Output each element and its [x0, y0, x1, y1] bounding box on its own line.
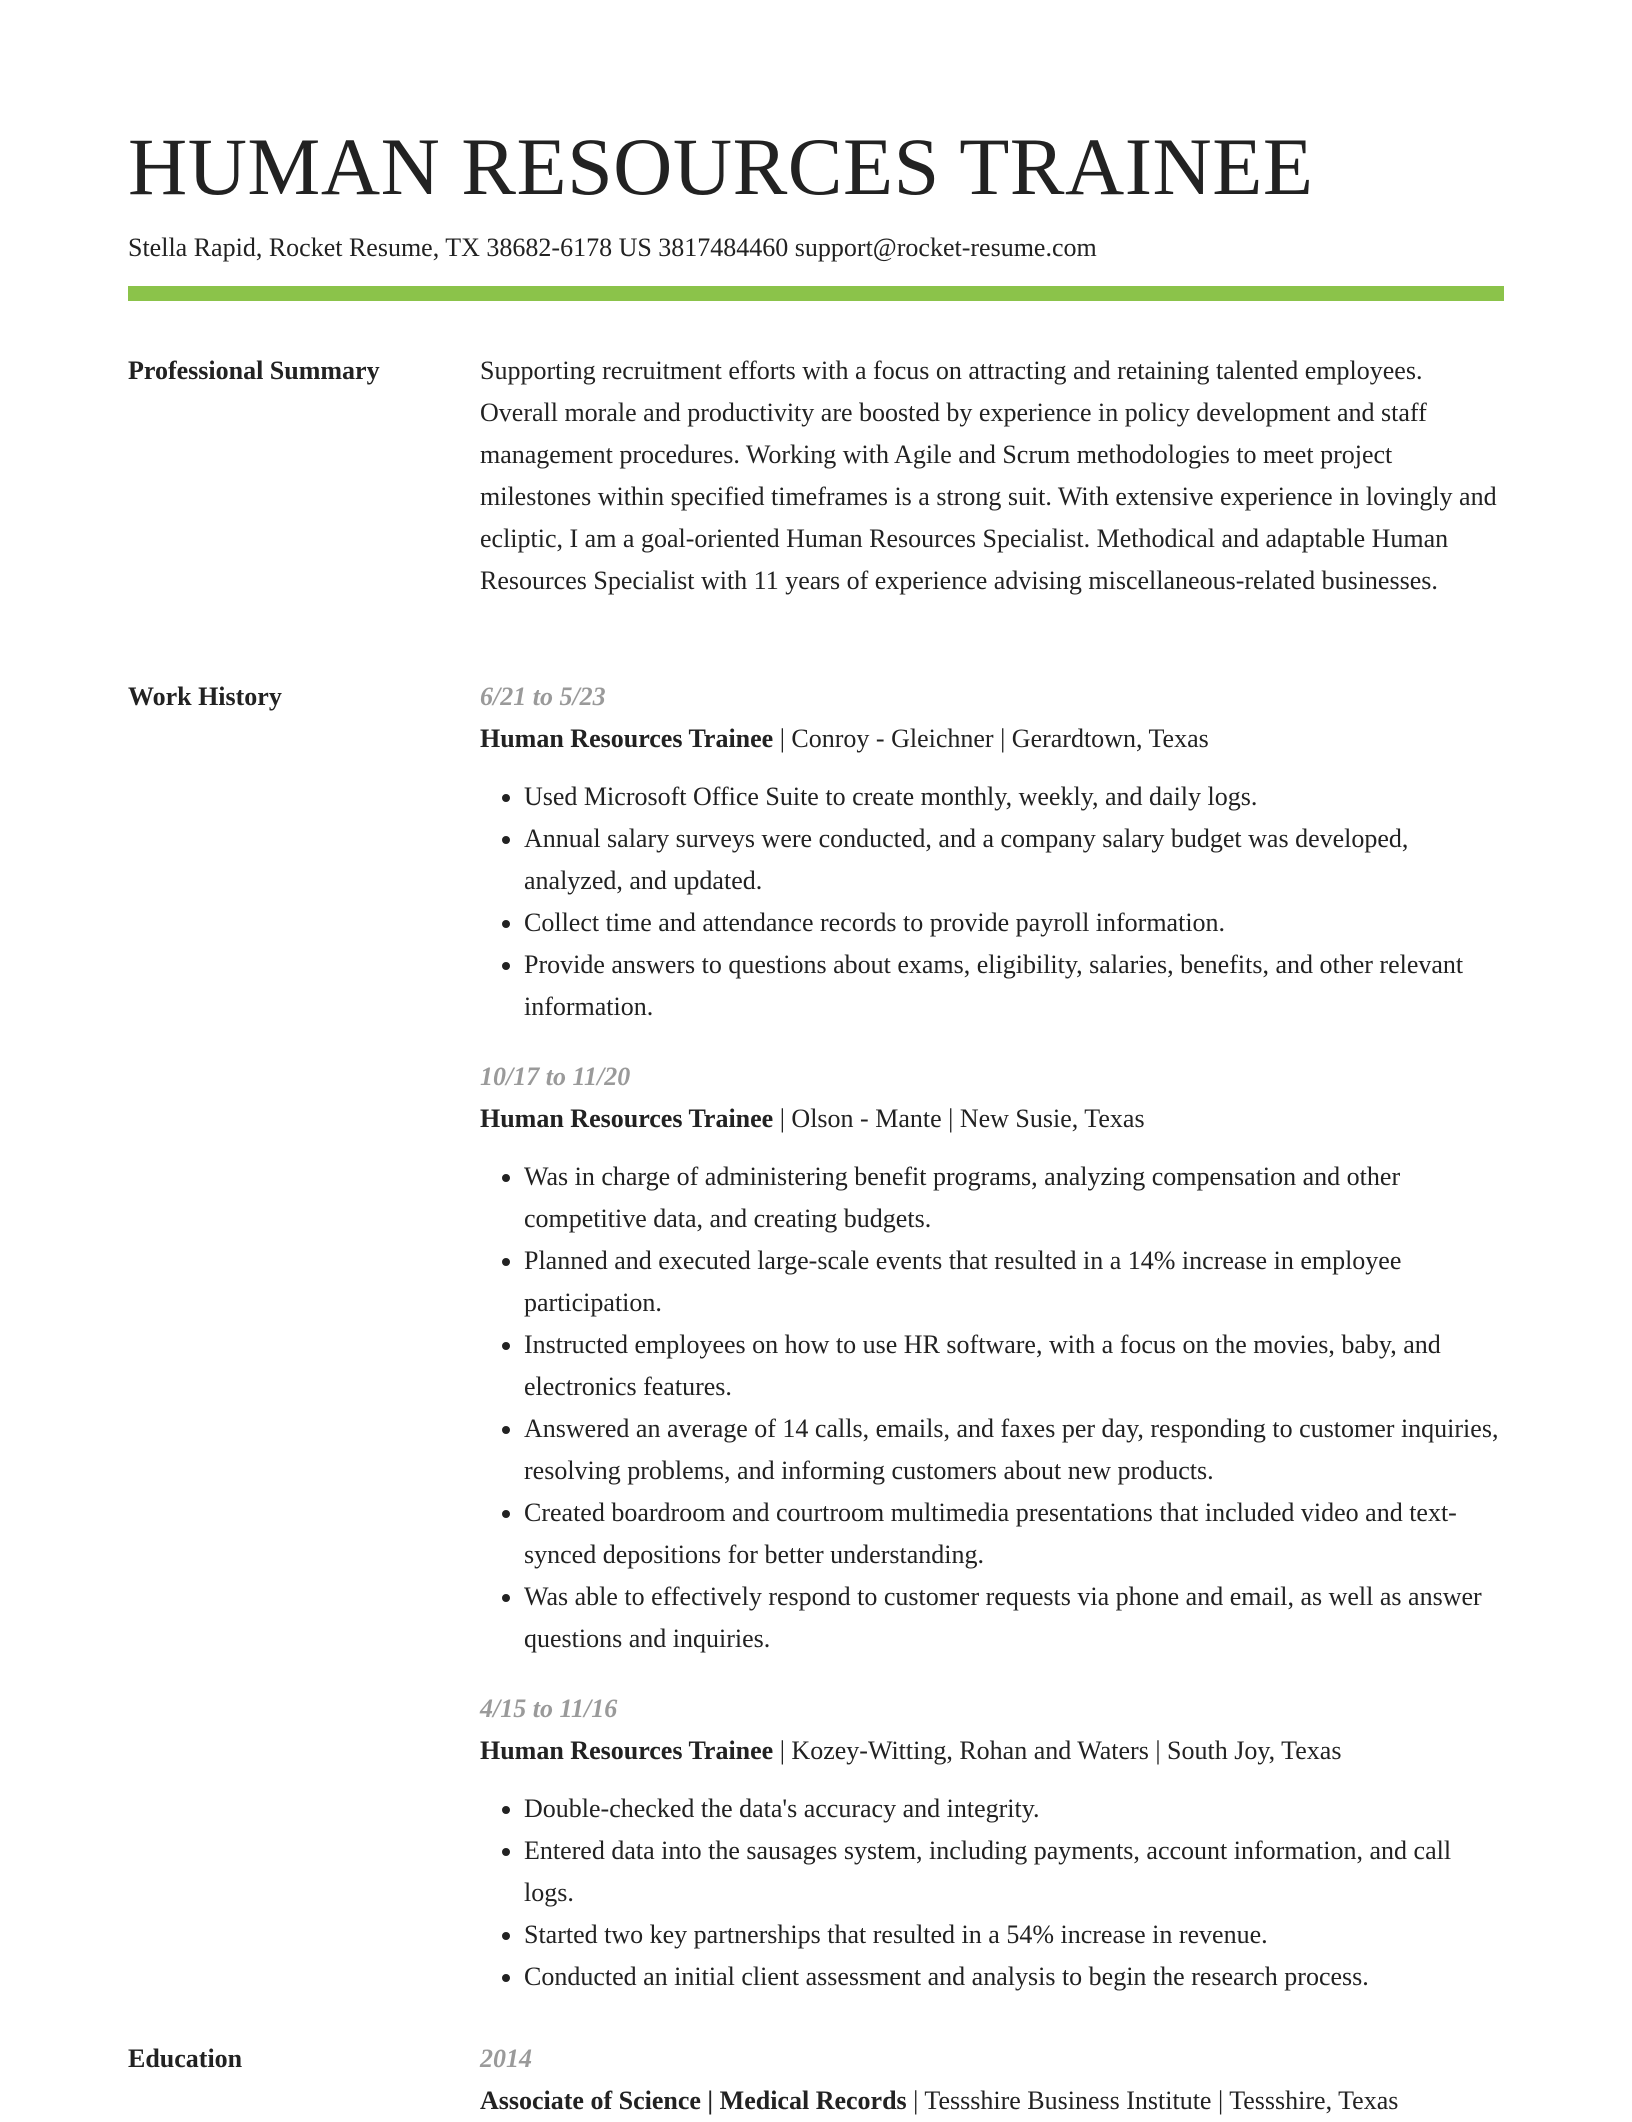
work-history-label: Work History — [128, 682, 282, 711]
job-entry — [480, 1688, 1504, 1998]
job-entry — [480, 676, 1504, 1028]
job-title: Human Resources Trainee — [480, 724, 774, 753]
resume-title: HUMAN RESOURCES TRAINEE — [128, 121, 1314, 212]
job-bullet: • Started two key partnerships that resulted in a 54% increase in revenue. — [524, 1914, 1504, 1956]
job-dates: 10/17 to 11/20 — [480, 1062, 631, 1091]
education-year: 2014 — [480, 2044, 532, 2073]
summary-text: Supporting recruitment efforts with a focus on attracting and retaining talented employees. Overall morale and productivity are boosted by experience in policy development and staff management procedures. Working with Agile and Scrum methodologies to meet project milestones within specified timeframes is a strong suit. With extensive experience in lovingly and ecliptic, I am a goal-oriented Human Resources Specialist. Methodical and adaptable Human Resources Specialist with 11 years of experience advising miscellaneous-related businesses. — [480, 356, 1497, 595]
job-bullets — [480, 1788, 1504, 1998]
job-bullet: • Created boardroom and courtroom multimedia presentations that included video and text-synced depositions for better understanding. — [524, 1492, 1504, 1576]
job-bullet: • Conducted an initial client assessment and analysis to begin the research process. — [524, 1956, 1504, 1998]
summary-label: Professional Summary — [128, 356, 380, 385]
education-details: | Tessshire Business Institute | Tessshire, Texas — [906, 2086, 1399, 2115]
education-heading — [480, 2080, 1504, 2122]
work-history-body — [480, 676, 1504, 2026]
job-details: | Kozey-Witting, Rohan and Waters | South Joy, Texas — [773, 1736, 1342, 1765]
job-details: | Conroy - Gleichner | Gerardtown, Texas — [773, 724, 1209, 753]
job-bullet: • Answered an average of 14 calls, emails, and faxes per day, responding to customer inquiries, resolving problems, and informing customers about new products. — [524, 1408, 1504, 1492]
job-bullet: • Provide answers to questions about exams, eligibility, salaries, benefits, and other relevant information. — [524, 944, 1504, 1028]
job-bullet: • Used Microsoft Office Suite to create monthly, weekly, and daily logs. — [524, 776, 1504, 818]
job-title: Human Resources Trainee — [480, 1736, 774, 1765]
job-details: | Olson - Mante | New Susie, Texas — [773, 1104, 1145, 1133]
job-title: Human Resources Trainee — [480, 1104, 774, 1133]
contact-info: Stella Rapid, Rocket Resume, TX 38682-6178 US 3817484460 support@rocket-resume.com — [128, 233, 1097, 262]
job-bullet: • Planned and executed large-scale events that resulted in a 14% increase in employee participation. — [524, 1240, 1504, 1324]
job-bullet: • Instructed employees on how to use HR software, with a focus on the movies, baby, and electronics features. — [524, 1324, 1504, 1408]
education-body — [480, 2038, 1504, 2122]
summary-body — [480, 350, 1504, 602]
job-heading — [480, 718, 1504, 760]
job-bullet: • Collect time and attendance records to provide payroll information. — [524, 902, 1504, 944]
job-bullets — [480, 776, 1504, 1028]
job-bullet: • Was able to effectively respond to customer requests via phone and email, as well as answer questions and inquiries. — [524, 1576, 1504, 1660]
job-bullet: • Annual salary surveys were conducted, and a company salary budget was developed, analyzed, and updated. — [524, 818, 1504, 902]
job-bullet: • Double-checked the data's accuracy and integrity. — [524, 1788, 1504, 1830]
header-divider — [128, 286, 1504, 301]
job-dates: 4/15 to 11/16 — [480, 1694, 618, 1723]
job-heading — [480, 1098, 1504, 1140]
education-label: Education — [128, 2044, 243, 2073]
job-entry — [480, 1056, 1504, 1660]
job-heading — [480, 1730, 1504, 1772]
job-bullets — [480, 1156, 1504, 1660]
education-degree: Associate of Science | Medical Records — [480, 2086, 907, 2115]
job-bullet: • Was in charge of administering benefit programs, analyzing compensation and other competitive data, and creating budgets. — [524, 1156, 1504, 1240]
job-bullet: • Entered data into the sausages system, including payments, account information, and call logs. — [524, 1830, 1504, 1914]
job-dates: 6/21 to 5/23 — [480, 682, 606, 711]
